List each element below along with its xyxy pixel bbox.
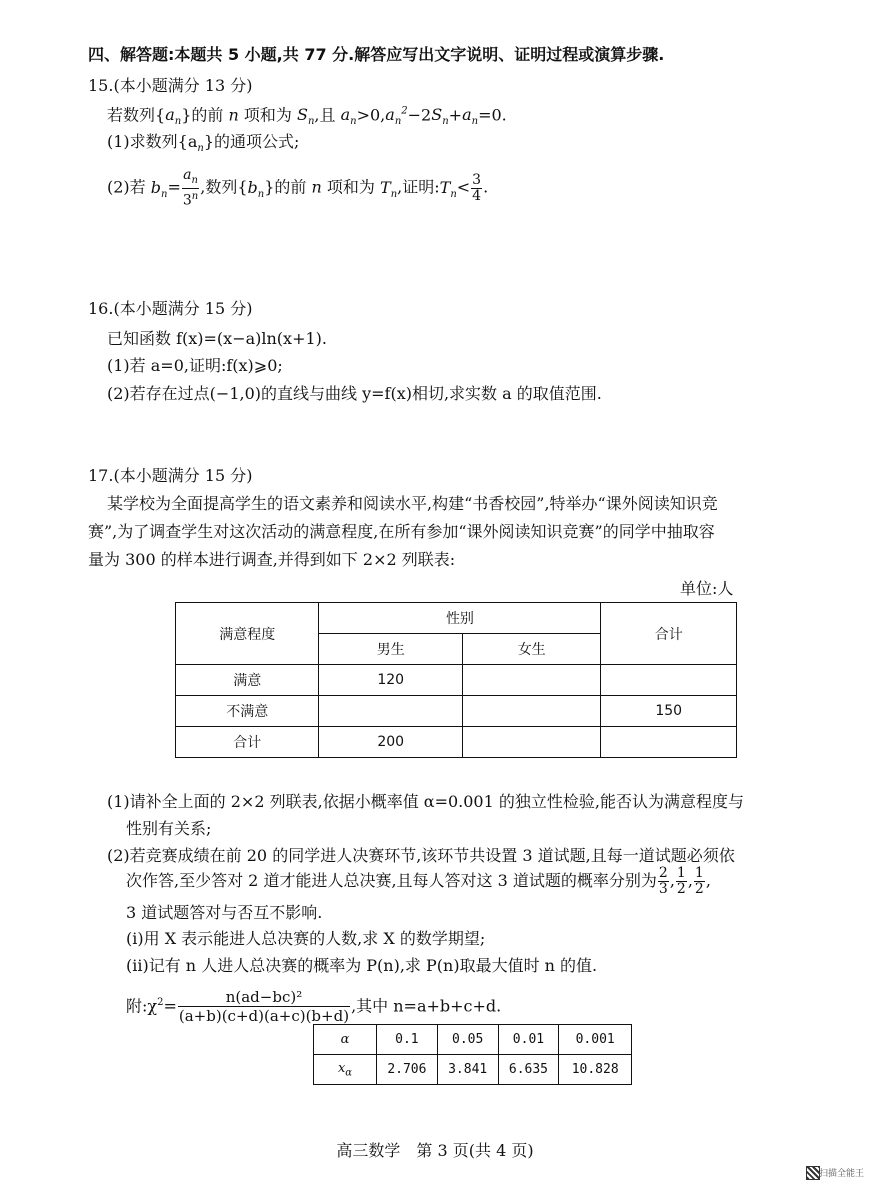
- scanner-watermark: 扫描全能王: [818, 1169, 864, 1179]
- q17-part2-line3: 3 道试题答对与否互不影响.: [126, 903, 323, 922]
- q17-stem-1: 某学校为全面提高学生的语文素养和阅读水平,构建“书香校园”,特举办“课外阅读知识竞: [107, 494, 718, 513]
- q15-part2: (2)若 $b_n=$ $\frac{a_n}{3^n}$ ,数列$\{b_n\}$的前 n 项和为 $T_n$,证明$:T_n<$ $\frac{3}{4}$ .: [107, 167, 489, 209]
- table-row: 不满意 150: [176, 696, 737, 727]
- critical-value-table: [313, 1024, 632, 1085]
- q16-stem: 已知函数 f(x)=(x−a)ln(x+1).: [107, 329, 327, 348]
- q17-appendix-formula: 附$:\chi^2=$ $\frac{\text{n(ad−bc)²}}{(a+b)(c+d)(a+c)(b+d)}$ ,其中 n=a+b+c+d.: [126, 988, 502, 1026]
- q17-title: 17.(本小题满分 15 分): [88, 466, 253, 485]
- header-gender: 性别: [319, 603, 601, 634]
- header-female: 女生: [462, 634, 600, 665]
- header-total: 合计: [601, 603, 737, 665]
- table-unit: 单位:人: [680, 579, 734, 598]
- table-row: $x_\alpha$ 2.706 3.841 6.635 10.828: [314, 1055, 632, 1085]
- q15-title: 15.(本小题满分 13 分): [88, 76, 253, 95]
- section-header: 四、解答题:本题共 5 小题,共 77 分.解答应写出文字说明、证明过程或演算步骤.: [88, 45, 665, 64]
- contingency-table: [175, 602, 737, 758]
- q17-part2-i: (i)用 X 表示能进人总决赛的人数,求 X 的数学期望;: [126, 929, 486, 948]
- table-row: 满意 120: [176, 665, 737, 696]
- q15-part1: (1)求数列$\{a_n\}$的通项公式;: [107, 132, 300, 155]
- header-male: 男生: [319, 634, 463, 665]
- qr-code-icon: [806, 1166, 820, 1180]
- q17-part1-line1: (1)请补全上面的 2×2 列联表,依据小概率值 α=0.001 的独立性检验,能否认为满意程度与: [107, 792, 744, 811]
- q17-part2-line2: 次作答,至少答对 2 道才能进人总决赛,且每人答对这 3 道试题的概率分别为 $\frac{2}{3}$ , $\frac{1}{2}$ , $\frac{1}{2}$ ,: [126, 865, 711, 897]
- q17-part1-line2: 性别有关系;: [126, 819, 212, 838]
- q15-stem: 若数列$\{a_n\}$的前 n 项和为 $S_n$,且 $a_n>0,a_n^2-2S_n+a_n=0$.: [107, 105, 507, 128]
- q17-part2-ii: (ii)记有 n 人进人总决赛的概率为 P(n),求 P(n)取最大值时 n 的值.: [126, 956, 598, 975]
- q16-part1: (1)若 a=0,证明:f(x)⩾0;: [107, 356, 283, 375]
- page-footer: 高三数学 第 3 页(共 4 页): [336, 1141, 534, 1160]
- header-satisfaction: 满意程度: [176, 603, 319, 665]
- table-row: α 0.1 0.05 0.01 0.001: [314, 1025, 632, 1055]
- q16-title: 16.(本小题满分 15 分): [88, 299, 253, 318]
- q17-stem-2: 赛”,为了调查学生对这次活动的满意程度,在所有参加“课外阅读知识竞赛”的同学中抽取容: [88, 522, 715, 541]
- q16-part2: (2)若存在过点(−1,0)的直线与曲线 y=f(x)相切,求实数 a 的取值范围.: [107, 384, 602, 403]
- q17-stem-3: 量为 300 的样本进行调查,并得到如下 2×2 列联表:: [88, 550, 456, 569]
- q17-part2-line1: (2)若竞赛成绩在前 20 的同学进人决赛环节,该环节共设置 3 道试题,且每一道试题必须依: [107, 846, 735, 865]
- table-row: 合计 200: [176, 727, 737, 758]
